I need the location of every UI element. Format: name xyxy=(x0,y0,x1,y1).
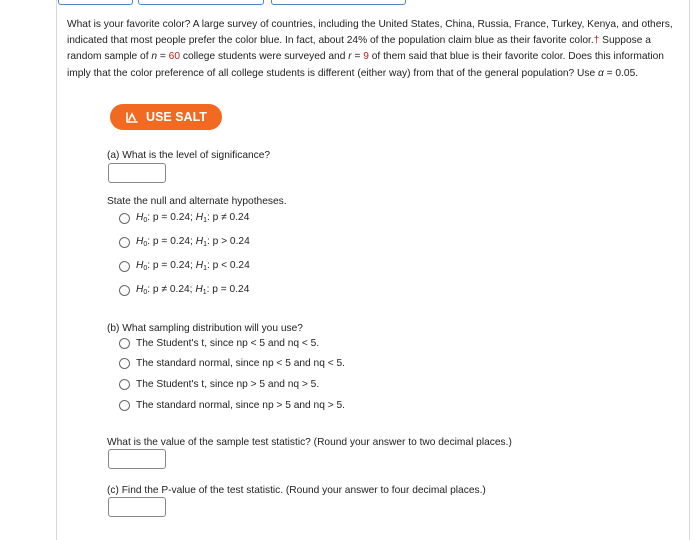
p-value-input[interactable] xyxy=(108,497,166,517)
test-statistic-question: What is the value of the sample test statistic? (Round your answer to two decimal places.) xyxy=(107,437,512,448)
significance-level-input[interactable] xyxy=(108,163,166,183)
use-salt-button[interactable] xyxy=(110,104,222,130)
n-value: 60 xyxy=(168,51,181,63)
footnote-marker[interactable]: † xyxy=(593,35,600,47)
distribution-option-1[interactable] xyxy=(119,338,319,349)
radio-button[interactable] xyxy=(119,379,130,390)
problem-text: What is your favorite color? A large survey of countries, including the United States, China, Russia, France, Turkey, Kenya, and others, indicated that most people prefer the color blue. In fact, about 24% of the population claim blue as their favorite color. xyxy=(67,19,673,47)
radio-button[interactable] xyxy=(119,237,130,248)
part-a-question: (a) What is the level of significance? xyxy=(107,150,271,161)
radio-button[interactable] xyxy=(119,358,130,369)
option-label: The standard normal, since np > 5 and nq > 5. xyxy=(136,400,345,411)
hypothesis-option-2[interactable]: $H_0$: p = 0.24; $H_1$: p > 0.24 xyxy=(119,236,250,248)
option-label: The Student's t, since np < 5 and nq < 5. xyxy=(136,338,320,349)
test-statistic-input[interactable] xyxy=(108,449,166,469)
hypothesis-option-1[interactable]: $H_0$: p = 0.24; $H_1$: p ≠ 0.24 xyxy=(119,212,249,224)
problem-text: of them said that blue is their favorite color. Does this information imply that the color preference of all college students is different (either way) from that of the general population? Use xyxy=(67,51,664,79)
part-c-question: (c) Find the P-value of the test statistic. (Round your answer to four decimal places.) xyxy=(107,485,486,496)
radio-button[interactable] xyxy=(119,213,130,224)
radio-button[interactable] xyxy=(119,338,130,349)
distribution-option-3[interactable] xyxy=(119,379,319,390)
hypothesis-option-3[interactable]: $H_0$: p = 0.24; $H_1$: p < 0.24 xyxy=(119,260,250,272)
problem-text: Suppose a random sample of xyxy=(67,35,651,63)
hypothesis-option-4[interactable]: $H_0$: p ≠ 0.24; $H_1$: p = 0.24 xyxy=(119,284,249,296)
r-value: 9 xyxy=(363,51,369,63)
part-b-question: (b) What sampling distribution will you use? xyxy=(107,323,303,334)
radio-button[interactable] xyxy=(119,261,130,272)
alpha-symbol: α xyxy=(597,67,604,79)
distribution-option-2[interactable] xyxy=(119,358,345,369)
problem-text: = 0.05. xyxy=(603,67,639,79)
option-label: The standard normal, since np < 5 and nq < 5. xyxy=(136,358,345,369)
r-variable: r xyxy=(348,51,352,63)
radio-button[interactable] xyxy=(119,400,130,411)
radio-button[interactable] xyxy=(119,285,130,296)
distribution-option-4[interactable] xyxy=(119,400,345,411)
salt-calculator-icon xyxy=(125,110,139,124)
option-label: The Student's t, since np > 5 and nq > 5. xyxy=(136,379,320,390)
problem-text: college students were surveyed and xyxy=(180,51,349,63)
use-salt-label: USE SALT xyxy=(146,110,207,124)
hypotheses-prompt: State the null and alternate hypotheses. xyxy=(107,196,287,207)
n-variable: n xyxy=(151,51,158,63)
problem-statement: What is your favorite color? A large survey of countries, including the United States, China, Russia, France, Turkey, Kenya, and others, indicated that most people prefer the color blue. In fact, about 24% of the population claim blue as their favorite color.† Suppose a random sample of n = 60 college students were surveyed and r = 9 of them said that blue is their favorite color. Does this information imply that the color preference of all college students is different (either way) from that of the general population? Use α = 0.05. xyxy=(67,19,673,79)
